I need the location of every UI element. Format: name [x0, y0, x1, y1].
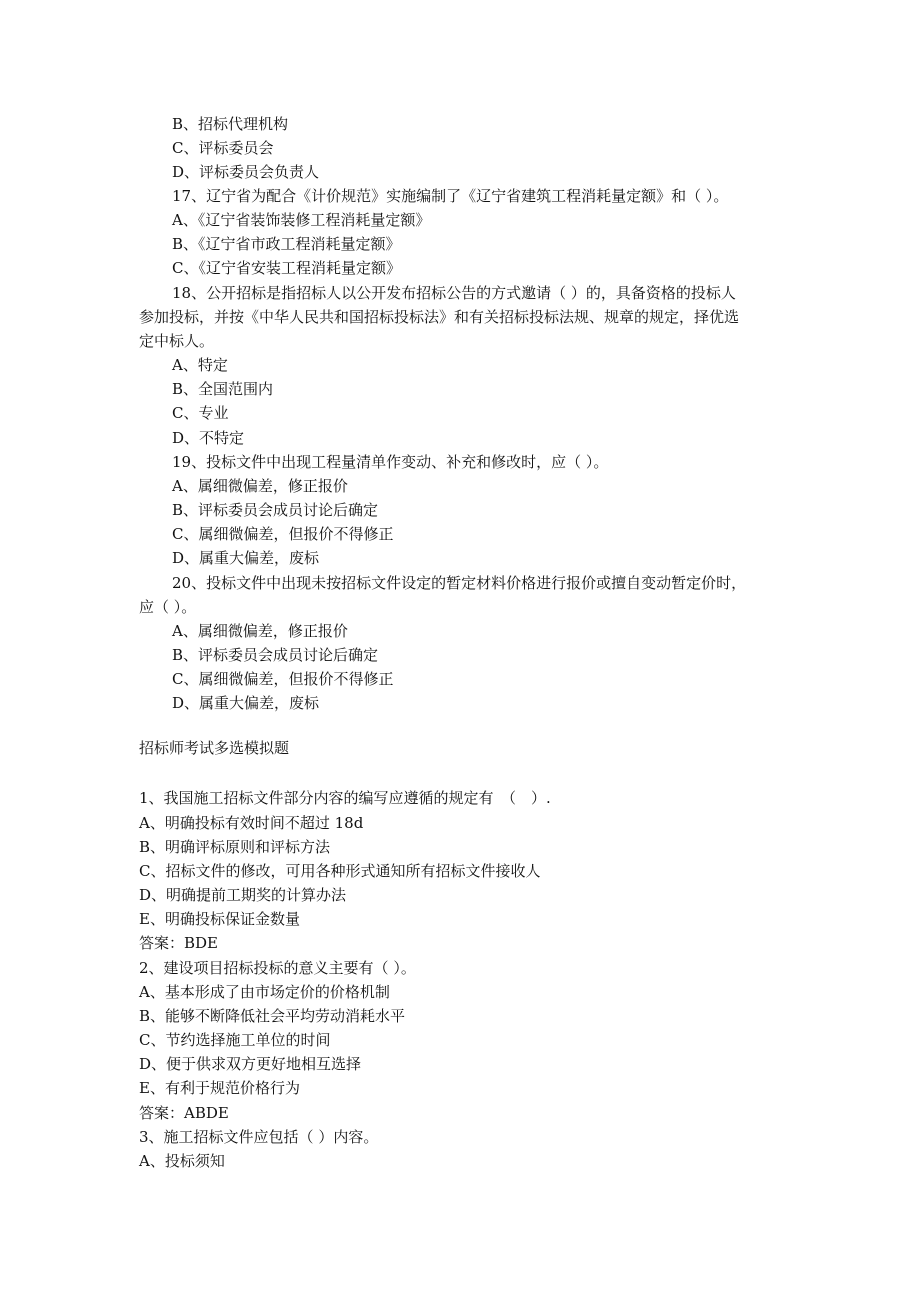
q20-option-b: B、评标委员会成员讨论后确定 — [172, 646, 379, 664]
q16-option-d: D、评标委员会负责人 — [172, 163, 320, 181]
q19-stem: 19、投标文件中出现工程量清单作变动、补充和修改时，应（ ）。 — [172, 453, 609, 471]
q17-option-b: B、《辽宁省市政工程消耗量定额》 — [172, 235, 401, 253]
q16-option-b: B、招标代理机构 — [172, 115, 289, 133]
q17-option-a: A、《辽宁省装饰装修工程消耗量定额》 — [172, 211, 431, 229]
mq2-option-e: E、有利于规范价格行为 — [139, 1079, 300, 1097]
q19-option-d: D、属重大偏差，废标 — [172, 549, 320, 567]
q20-stem-line1: 20、投标文件中出现未按招标文件设定的暂定材料价格进行报价或擅自变动暂定价时， — [172, 574, 747, 592]
mq3-option-a: A、投标须知 — [139, 1152, 225, 1170]
mq2-option-d: D、便于供求双方更好地相互选择 — [139, 1055, 362, 1073]
mq1-answer: 答案：BDE — [139, 934, 218, 952]
q18-stem-line3: 定中标人。 — [139, 332, 215, 350]
q20-option-c: C、属细微偏差，但报价不得修正 — [172, 670, 394, 688]
mq3-stem: 3、施工招标文件应包括（ ）内容。 — [139, 1128, 379, 1146]
q19-option-a: A、属细微偏差，修正报价 — [172, 477, 348, 495]
mq2-option-c: C、节约选择施工单位的时间 — [139, 1031, 331, 1049]
q20-option-d: D、属重大偏差，废标 — [172, 694, 320, 712]
mq1-option-e: E、明确投标保证金数量 — [139, 910, 300, 928]
section-title: 招标师考试多选模拟题 — [139, 739, 290, 757]
q19-option-c: C、属细微偏差，但报价不得修正 — [172, 525, 394, 543]
mq2-option-b: B、能够不断降低社会平均劳动消耗水平 — [139, 1007, 406, 1025]
q17-option-c: C、《辽宁省安装工程消耗量定额》 — [172, 259, 401, 277]
mq1-option-d: D、明确提前工期奖的计算办法 — [139, 886, 347, 904]
q16-option-c: C、评标委员会 — [172, 139, 274, 157]
q18-option-d: D、不特定 — [172, 429, 245, 447]
mq1-option-b: B、明确评标原则和评标方法 — [139, 838, 331, 856]
q18-option-b: B、全国范围内 — [172, 380, 274, 398]
mq1-option-c: C、招标文件的修改，可用各种形式通知所有招标文件接收人 — [139, 862, 541, 880]
mq1-option-a: A、明确投标有效时间不超过 18d — [139, 814, 364, 832]
q17-stem: 17、辽宁省为配合《计价规范》实施编制了《辽宁省建筑工程消耗量定额》和（ ）。 — [172, 187, 729, 205]
q20-option-a: A、属细微偏差，修正报价 — [172, 622, 348, 640]
q18-stem-line1: 18、公开招标是指招标人以公开发布招标公告的方式邀请（ ）的，具备资格的投标人 — [172, 284, 736, 302]
q20-stem-line2: 应（ ）。 — [139, 598, 197, 616]
mq2-stem: 2、建设项目招标投标的意义主要有（ ）。 — [139, 959, 416, 977]
q18-option-a: A、特定 — [172, 356, 228, 374]
mq2-option-a: A、基本形成了由市场定价的价格机制 — [139, 983, 390, 1001]
q19-option-b: B、评标委员会成员讨论后确定 — [172, 501, 379, 519]
mq1-stem: 1、我国施工招标文件部分内容的编写应遵循的规定有 （ ）. — [139, 789, 551, 807]
q18-stem-line2: 参加投标，并按《中华人民共和国招标投标法》和有关招标投标法规、规章的规定，择优选 — [139, 308, 740, 326]
mq2-answer: 答案：ABDE — [139, 1104, 229, 1122]
q18-option-c: C、专业 — [172, 404, 229, 422]
